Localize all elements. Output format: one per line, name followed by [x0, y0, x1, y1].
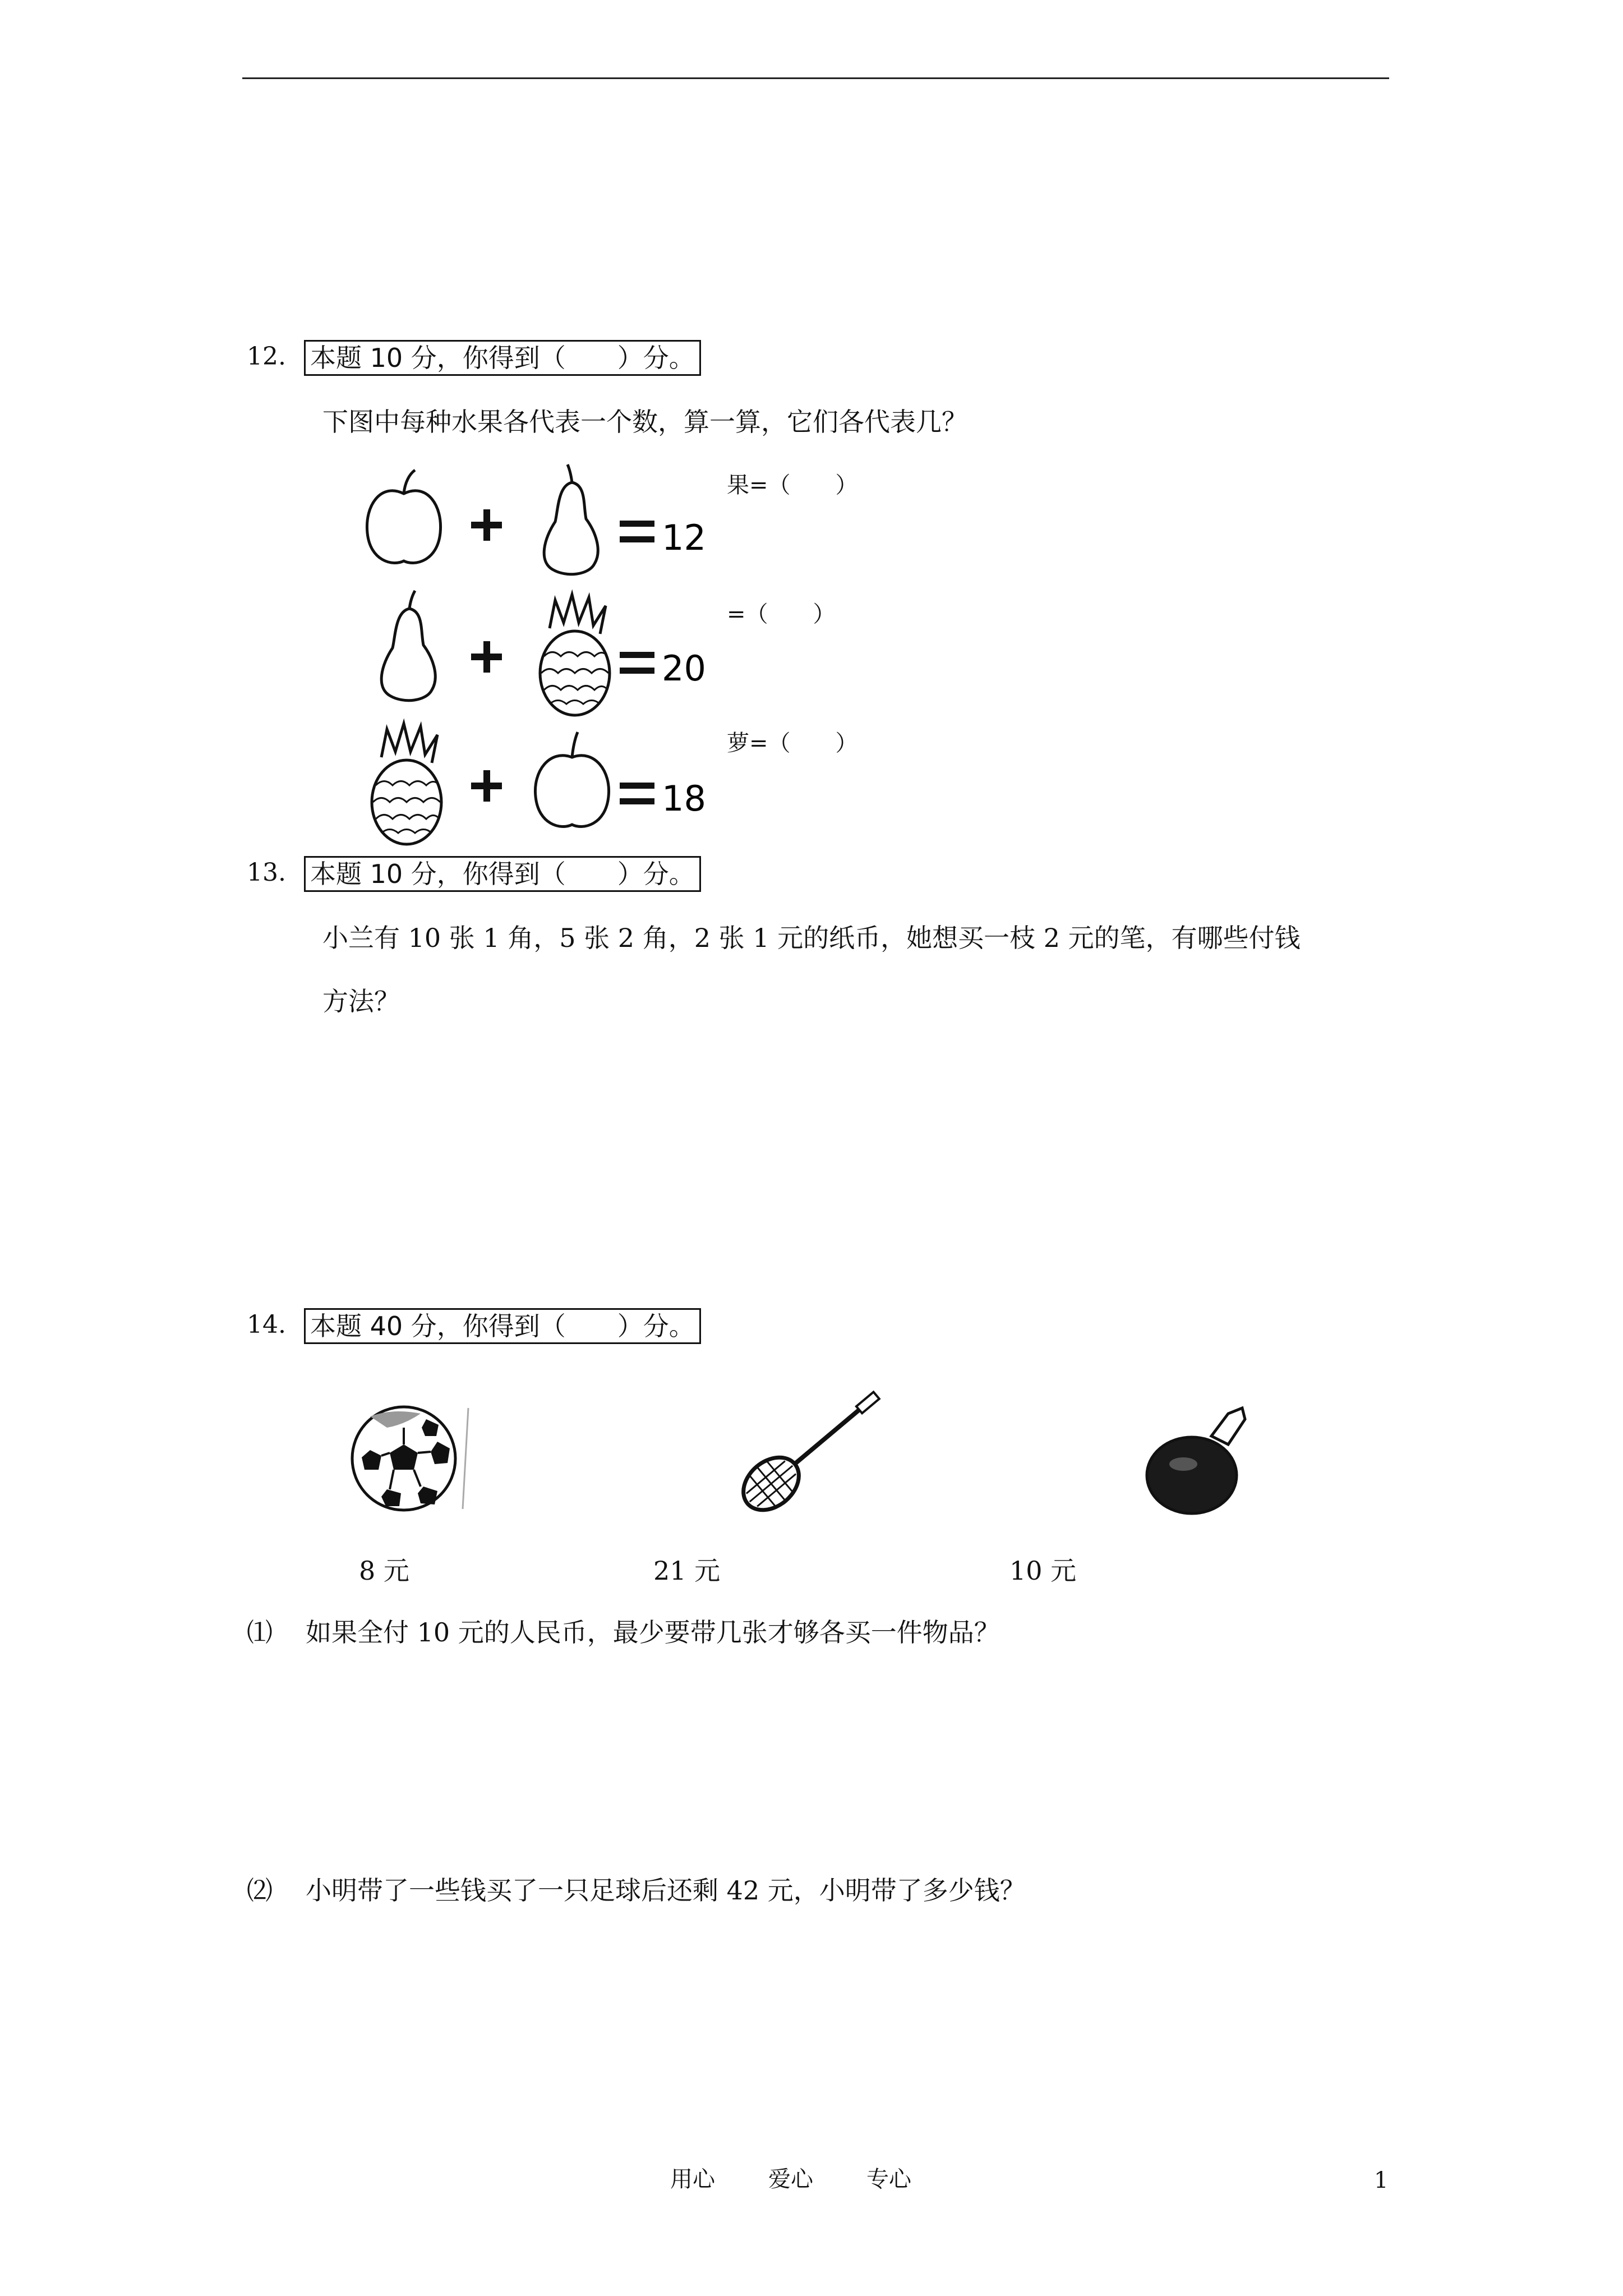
apple-icon: [535, 732, 608, 826]
sub-question-1: 如果全付 10 元的人民币，最少要带几张才够各买一件物品？: [306, 1617, 1000, 1648]
result-1: 12: [662, 517, 706, 558]
footer-motto-2: 爱心: [768, 2166, 813, 2192]
soccer-ball-icon: [348, 1397, 477, 1520]
fruit-equations-figure: [359, 460, 751, 841]
equation-row-3: [372, 724, 706, 844]
equation-row-1: [367, 464, 706, 574]
ping-pong-paddle-icon: [1144, 1397, 1256, 1517]
q13-score-box: 本题 10 分，你得到（ ）分。: [304, 856, 701, 892]
q13-number: 13.: [247, 858, 286, 887]
price-badminton-racket: 21 元: [653, 1556, 721, 1586]
equals-icon: [620, 652, 654, 674]
pear-icon: [544, 464, 598, 574]
q12-score-box: 本题 10 分，你得到（ ）分。: [304, 340, 701, 376]
price-ping-pong-paddle: 10 元: [1009, 1556, 1077, 1586]
header-rule: [242, 77, 1389, 79]
answer-label-1: 果=（ ）: [727, 472, 858, 498]
q12-prompt: 下图中每种水果各代表一个数，算一算，它们各代表几？: [322, 407, 967, 437]
plus-icon: [471, 770, 502, 802]
apple-icon: [367, 470, 440, 563]
q13-line-2: 方法？: [322, 986, 400, 1016]
pineapple-icon: [540, 595, 610, 715]
price-soccer-ball: 8 元: [359, 1556, 409, 1586]
result-3: 18: [662, 778, 706, 819]
pineapple-icon: [372, 724, 441, 844]
badminton-racket-icon: [729, 1377, 903, 1517]
page-number: 1: [1374, 2168, 1389, 2193]
answer-label-3: 萝=（ ）: [727, 730, 858, 756]
footer-motto-3: 专心: [866, 2166, 911, 2192]
footer-motto-1: 用心: [670, 2166, 715, 2192]
equals-icon: [620, 783, 654, 804]
answer-label-2: =（ ）: [727, 601, 836, 627]
plus-icon: [471, 509, 502, 541]
pear-icon: [381, 591, 435, 701]
q12-number: 12.: [247, 342, 286, 371]
q14-score-box: 本题 40 分，你得到（ ）分。: [304, 1308, 701, 1344]
q13-line-1: 小兰有 10 张 1 角，5 张 2 角，2 张 1 元的纸币，她想买一枝 2 元的笔，有哪些付钱: [322, 923, 1301, 953]
sub-question-1-marker: ⑴: [247, 1617, 273, 1648]
plus-icon: [471, 641, 502, 673]
sub-question-2-marker: ⑵: [247, 1875, 273, 1906]
equation-row-2: [381, 591, 706, 715]
q14-number: 14.: [247, 1310, 286, 1339]
fruit-equations: [359, 460, 751, 841]
equals-icon: [620, 521, 654, 542]
result-2: 20: [662, 648, 706, 689]
sub-question-2: 小明带了一些钱买了一只足球后还剩 42 元，小明带了多少钱？: [306, 1875, 1026, 1906]
